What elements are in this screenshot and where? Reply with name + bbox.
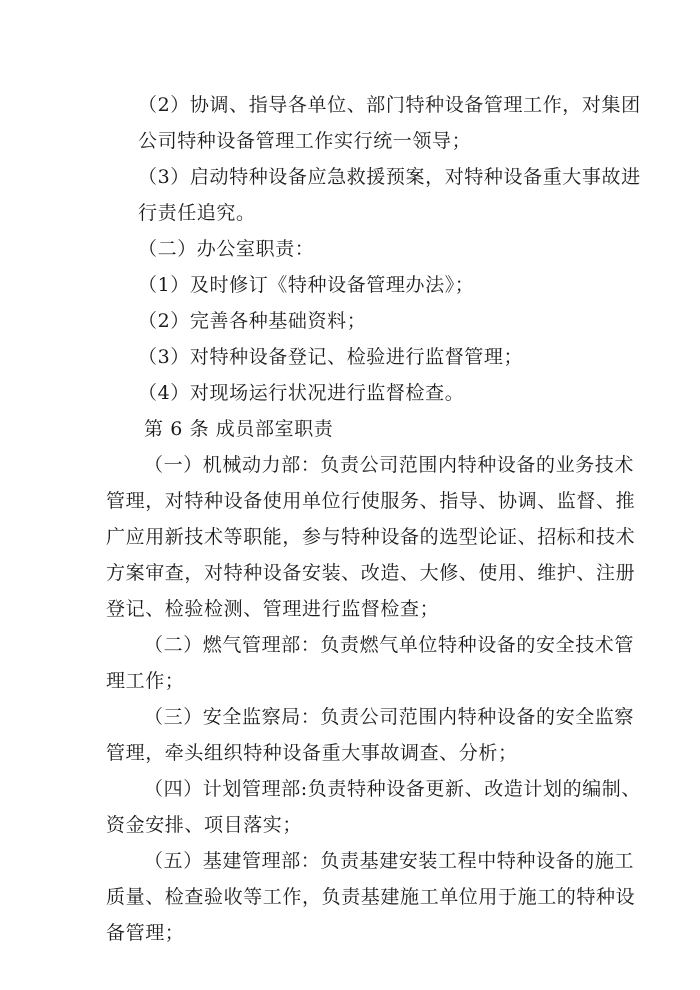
text-line: （三）安全监察局：负责公司范围内特种设备的安全监察 (144, 706, 635, 728)
text-line: 广应用新技术等职能，参与特种设备的选型论证、招标和技术 (106, 526, 636, 548)
text-line: 管理，牵头组织特种设备重大事故调查、分析； (106, 742, 518, 764)
text-line: （四）计划管理部:负责特种设备更新、改造计划的编制、 (144, 778, 642, 800)
text-line: （二）办公室职责： (138, 238, 315, 260)
text-line: （二）燃气管理部：负责燃气单位特种设备的安全技术管 (144, 634, 635, 656)
text-line: 备管理； (106, 922, 185, 944)
text-line: 公司特种设备管理工作实行统一领导； (138, 130, 472, 152)
text-line: （4）对现场运行状况进行监督检查。 (138, 382, 465, 404)
text-line: （3）对特种设备登记、检验进行监督管理； (138, 346, 524, 368)
text-line: （五）基建管理部：负责基建安装工程中特种设备的施工 (144, 850, 635, 872)
article-heading: 第 6 条 成员部室职责 (144, 418, 334, 440)
text-line: 方案审查，对特种设备安装、改造、大修、使用、维护、注册 (106, 562, 636, 584)
text-line: （一）机械动力部：负责公司范围内特种设备的业务技术 (144, 454, 635, 476)
text-line: 行责任追究。 (138, 202, 256, 224)
text-line: （3）启动特种设备应急救援预案，对特种设备重大事故进 (138, 166, 641, 188)
text-line: 资金安排、项目落实； (106, 814, 303, 836)
text-line: 登记、检验检测、管理进行监督检查； (106, 598, 440, 620)
text-line: （2）完善各种基础资料； (138, 310, 367, 332)
text-line: 质量、检查验收等工作，负责基建施工单位用于施工的特种设 (106, 886, 636, 908)
text-line: （1）及时修订《特种设备管理办法》； (138, 274, 475, 296)
text-line: （2）协调、指导各单位、部门特种设备管理工作，对集团 (138, 94, 641, 116)
text-line: 理工作； (106, 670, 185, 692)
text-line: 管理，对特种设备使用单位行使服务、指导、协调、监督、推 (106, 490, 636, 512)
